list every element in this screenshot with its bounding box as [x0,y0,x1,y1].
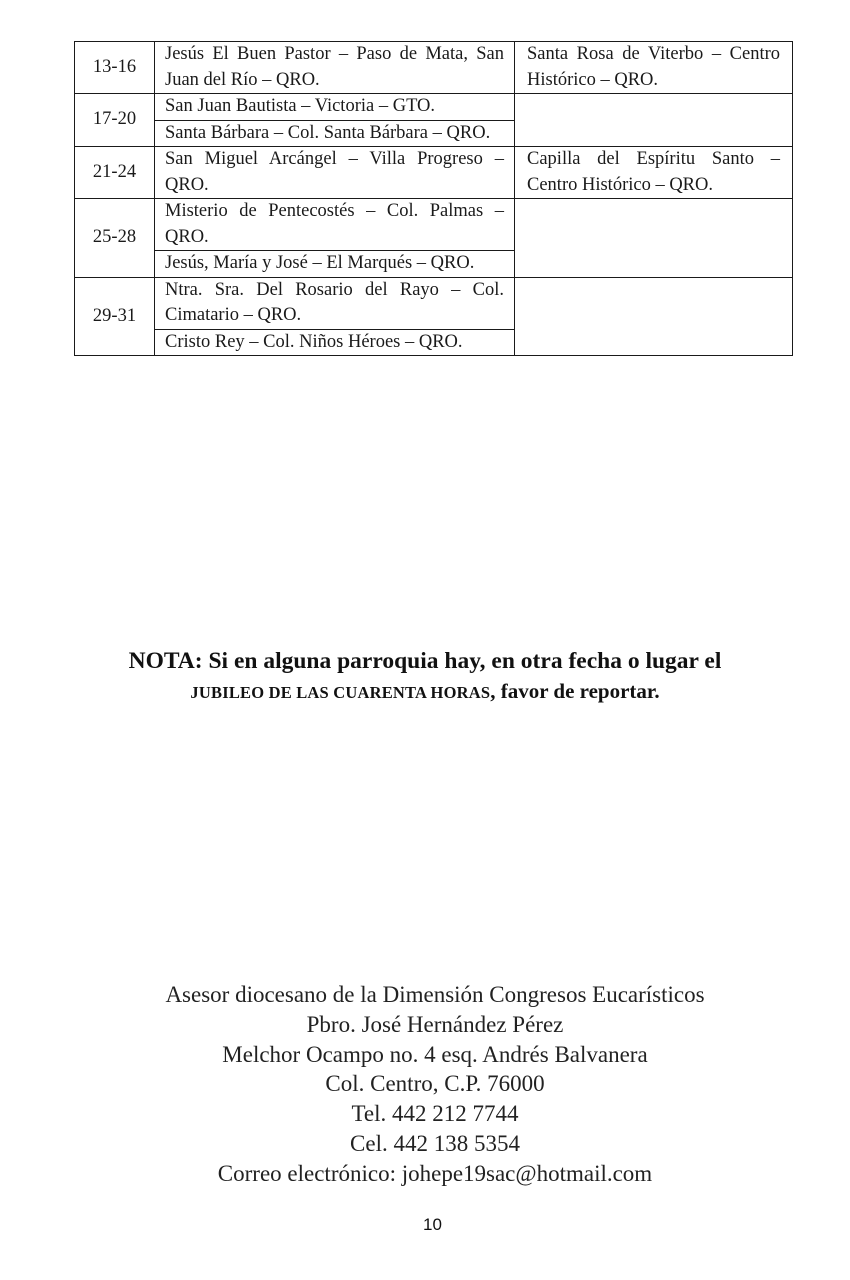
parish-cell: San Juan Bautista – Victoria – GTO. [155,94,515,121]
additional-location-cell [515,94,793,147]
additional-location-cell [515,277,793,356]
address-colony: Col. Centro, C.P. 76000 [325,1071,545,1097]
schedule-table [74,41,793,356]
table-row [75,199,793,251]
date-range: 17-20 [75,94,155,147]
date-range: 21-24 [75,147,155,199]
table-row [75,277,793,329]
note-label: NOTA: [128,648,203,674]
note-text: Si en alguna parroquia hay, en otra fecha o lugar el [208,648,722,674]
note-line-2 [60,676,790,708]
parish-cell: Jesús El Buen Pastor – Paso de Mata, San Juan del Río – QRO. [155,42,515,94]
parish-cell: San Miguel Arcángel – Villa Progreso – QRO. [155,147,515,199]
table-row [75,42,793,94]
cellphone: Cel. 442 138 5354 [350,1130,520,1156]
telephone: Tel. 442 212 7744 [351,1101,519,1127]
parish-cell: Jesús, María y José – El Marqués – QRO. [155,251,515,278]
advisor-name: Pbro. José Hernández Pérez [306,1011,564,1037]
parish-cell: Ntra. Sra. Del Rosario del Rayo – Col. Cimatario – QRO. [155,277,515,329]
page-number: 10 [423,1215,442,1234]
table-row [75,147,793,199]
table-row [75,94,793,121]
additional-location-cell: Capilla del Espíritu Santo – Centro Histórico – QRO. [515,147,793,199]
parish-cell: Cristo Rey – Col. Niños Héroes – QRO. [155,329,515,356]
email: Correo electrónico: johepe19sac@hotmail.com [217,1160,653,1186]
note-block [60,646,790,708]
jubilee-name: JUBILEO DE LAS CUARENTA HORAS [190,683,491,702]
date-range: 25-28 [75,199,155,278]
address-street: Melchor Ocampo no. 4 esq. Andrés Balvanera [222,1041,648,1067]
date-range: 13-16 [75,42,155,94]
additional-location-cell: Santa Rosa de Viterbo – Centro Histórico – QRO. [515,42,793,94]
contact-block [60,980,810,1189]
parish-cell: Santa Bárbara – Col. Santa Bárbara – QRO. [155,120,515,147]
note-line-1 [60,646,790,676]
parish-cell: Misterio de Pentecostés – Col. Palmas – QRO. [155,199,515,251]
note-request: , favor de reportar. [490,679,660,703]
additional-location-cell [515,199,793,278]
date-range: 29-31 [75,277,155,356]
advisor-role: Asesor diocesano de la Dimensión Congresos Eucarísticos [165,982,705,1007]
